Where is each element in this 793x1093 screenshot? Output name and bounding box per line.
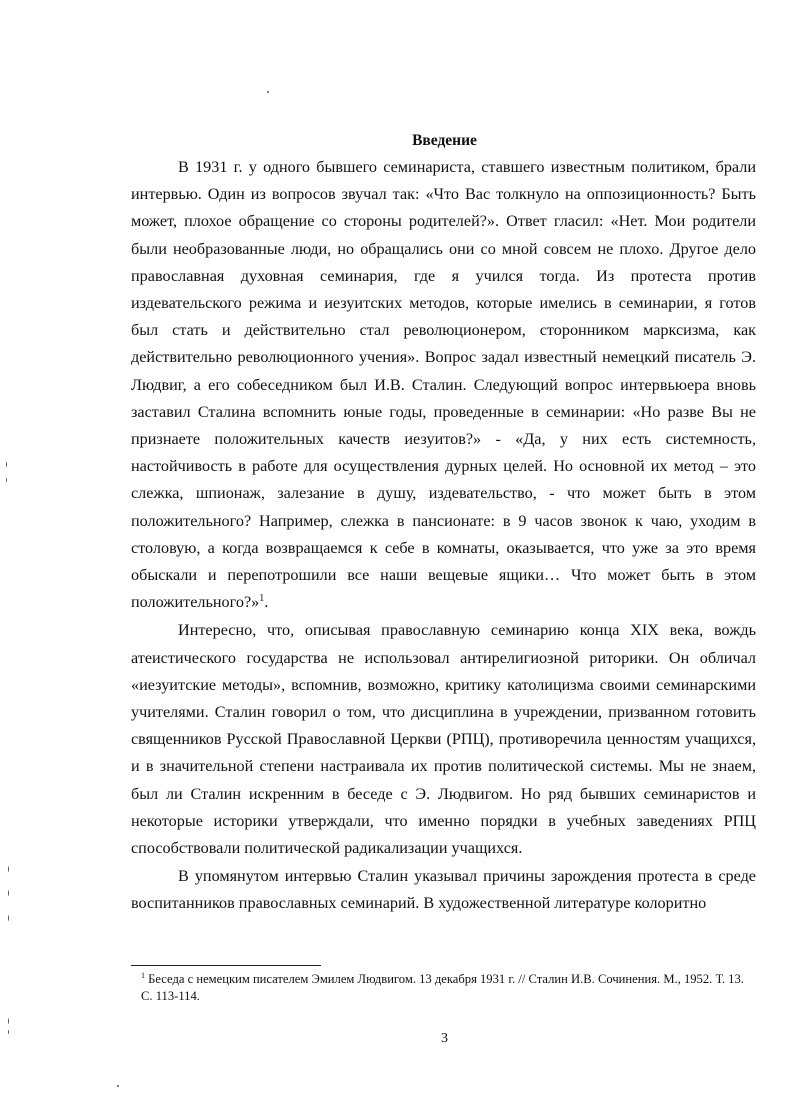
scan-speck — [8, 866, 9, 872]
scan-speck — [8, 890, 9, 896]
scan-speck — [6, 462, 7, 467]
document-body — [131, 154, 756, 918]
paragraph-1-text: В 1931 г. у одного бывшего семинариста, ставшего известным политиком, брали интервью. Один из вопросов звучал так: «Что Вас толкнуло на оппозиционность? Быть может, плохое обращение со стороны родителей?». Ответ гласил: «Нет. Мои родители были необразованные люди, но обращались они со мной совсем не плохо. Другое дело православная духовная семинария, где я учился тогда. Из протеста против издевательского режима и иезуитских методов, которые имелись в семинарии, я готов был стать и действительно стал революционером, сторонником марксизма, как действительно революционного учения». Вопрос задал известный немецкий писатель Э. Людвиг, а его собеседником был И.В. Сталин. Следующий вопрос интервьюера вновь заставил Сталина вспомнить юные годы, проведенные в семинарии: «Но разве Вы не признаете положительных качеств иезуитов?» - «Да, у них есть системность, настойчивость в работе для осуществления дурных целей. Но основной их метод – это слежка, шпионаж, залезание в душу, издевательство, - что может быть в этом положительного? Например, слежка в пансионате: в 9 часов звонок к чаю, уходим в столовую, а когда возвращаемся к себе в комнаты, оказывается, что уже за это время обыскали и перепотрошили все наши вещевые ящики… Что может быть в этом положительного?» — [131, 158, 756, 612]
scan-speck — [6, 478, 7, 482]
scan-speck — [267, 91, 269, 93]
scan-speck — [117, 1085, 119, 1087]
paragraph-3: В упомянутом интервью Сталин указывал причины зарождения протеста в среде воспитанников православных семинарий. В художественной литературе колоритно — [131, 867, 756, 913]
paragraph-1: В 1931 г. у одного бывшего семинариста, ставшего известным политиком, брали интервью. Один из вопросов звучал так: «Что Вас толкнуло на оппозиционность? Быть может, плохое обращение со стороны родителей?». Ответ гласил: «Нет. Мои родители были необразованные люди, но обращались они со мной совсем не плохо. Другое дело православная духовная семинария, где я учился тогда. Из протеста против издевательского режима и иезуитских методов, которые имелись в семинарии, я готов был стать и действительно стал революционером, сторонником марксизма, как действительно революционного учения». Вопрос задал известный немецкий писатель Э. Людвиг, а его собеседником был И.В. Сталин. Следующий вопрос интервьюера вновь заставил Сталина вспомнить юные годы, проведенные в семинарии: «Но разве Вы не признаете положительных качеств иезуитов?» - «Да, у них есть системность, настойчивость в работе для осуществления дурных целей. Но основной их метод – это слежка, шпионаж, залезание в душу, издевательство, - что может быть в этом положительного? Например, слежка в пансионате: в 9 часов звонок к чаю, уходим в столовую, а когда возвращаемся к себе в комнаты, оказывается, что уже за это время обыскали и перепотрошили все наши вещевые ящики… Что может быть в этом положительного?»$^1$. — [131, 158, 756, 612]
footnote-marker: 1 — [141, 971, 145, 980]
scan-speck — [8, 915, 9, 921]
paragraph-2: Интересно, что, описывая православную семинарию конца XIX века, вождь атеистического государства не использовал антирелигиозной риторики. Он обличал «иезуитские методы», вспомнив, возможно, критику католицизма своими семинарскими учителями. Сталин говорил о том, что дисциплина в учреждении, призванном готовить священников Русской Православной Церкви (РПЦ), противоречила ценностям учащихся, и в значительной степени настраивала их против политической системы. Мы не знаем, был ли Сталин искренним в беседе с Э. Людвигом. Но ряд бывших семинаристов и некоторые историки утверждали, что именно порядки в учебных заведениях РПЦ способствовали политической радикализации учащихся. — [131, 621, 756, 858]
scan-speck — [8, 1018, 9, 1024]
footnote-divider — [131, 965, 321, 966]
footnote-text: Беседа с немецким писателем Эмилем Людвигом. 13 декабря 1931 г. // Сталин И.В. Сочинения. М., 1952. Т. 13. С. 113-114. — [141, 972, 744, 1003]
scan-speck — [8, 1030, 9, 1034]
footnote-reference: 1 — [259, 593, 265, 605]
page-number: 3 — [441, 1031, 448, 1046]
document-title: Введение — [412, 132, 477, 149]
footnote — [141, 971, 756, 1005]
